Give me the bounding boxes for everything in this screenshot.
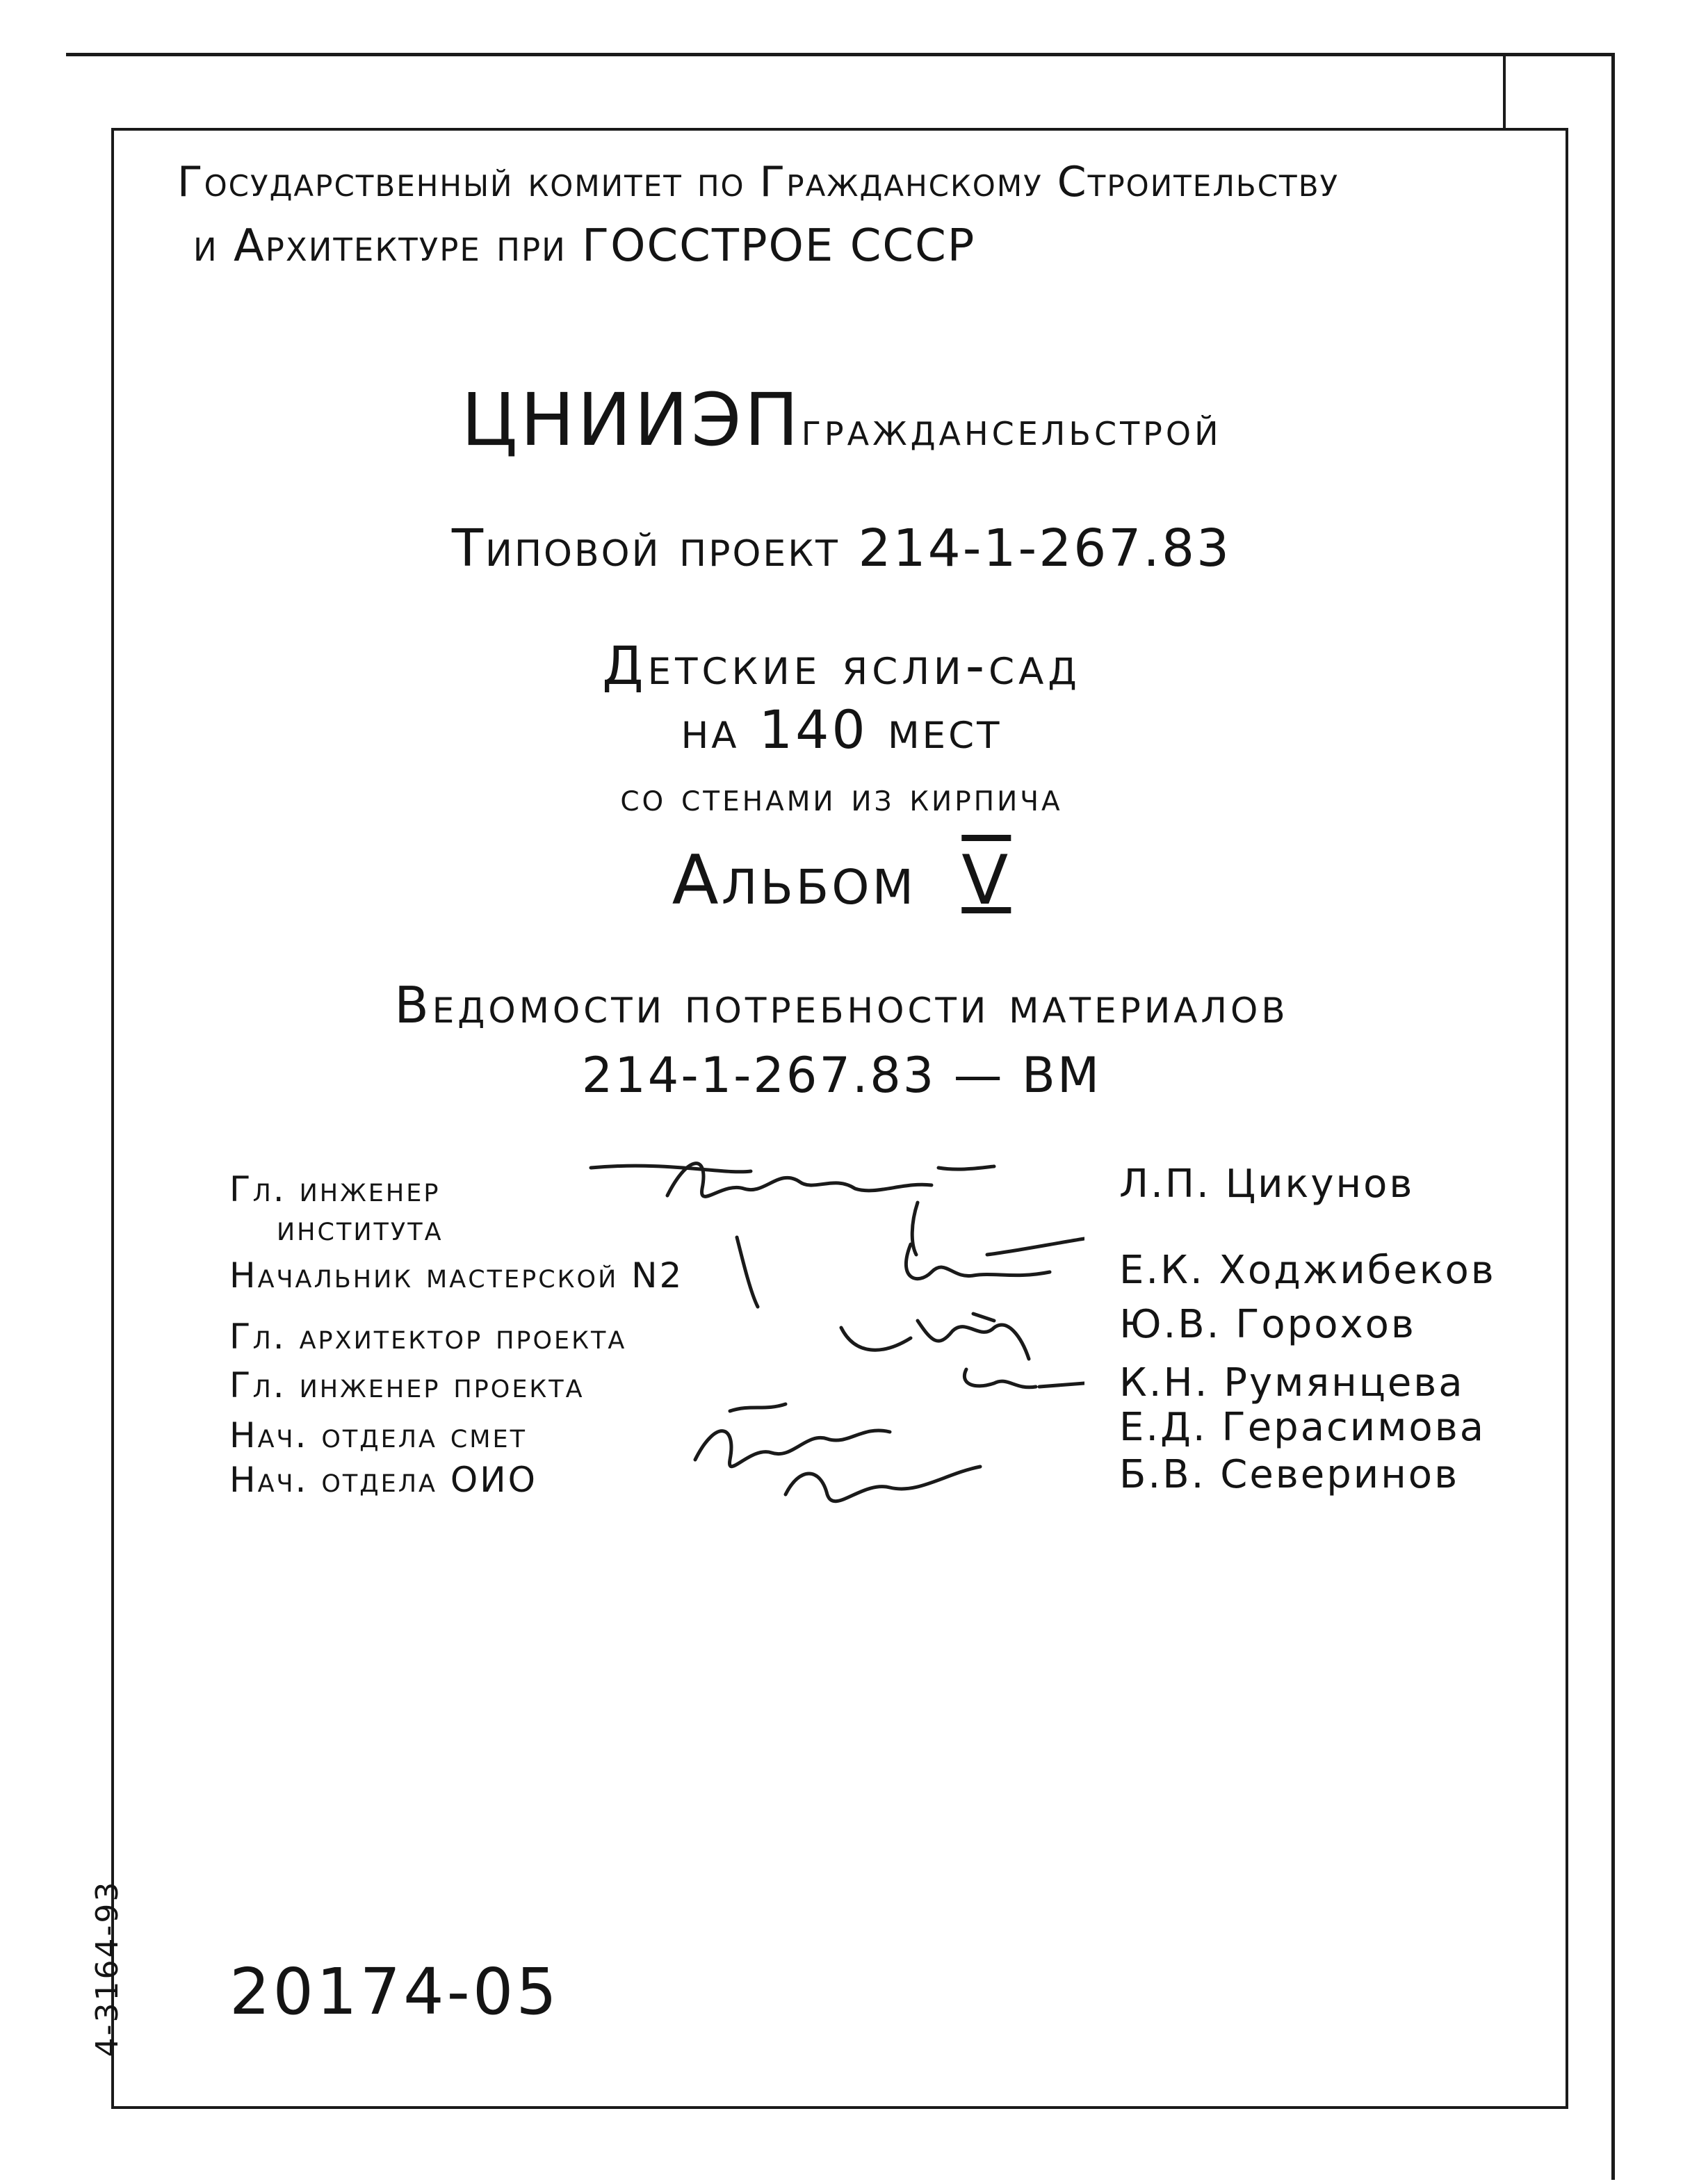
staff-role-3: Гл. архитектор проекта — [229, 1317, 627, 1357]
staff-role-4: Гл. инженер проекта — [229, 1365, 585, 1405]
staff-name-3: Ю.В. Горохов — [1119, 1302, 1416, 1347]
document-title: Ведомости потребности материалов — [394, 976, 1289, 1034]
institute-title — [0, 377, 1683, 462]
staff-role-1-line2: института — [277, 1208, 444, 1248]
staff-role-6: Нач. отдела ОИО — [229, 1460, 537, 1500]
header-line-1: Государственный комитет по Гражданскому Строительству — [177, 158, 1340, 206]
staff-name-2: Е.К. Ходжибеков — [1119, 1248, 1496, 1293]
side-stamp — [66, 1863, 143, 2085]
frame-bottom — [111, 2106, 1568, 2109]
right-rule — [1611, 53, 1615, 2180]
staff-name-1: Л.П. Цикунов — [1119, 1162, 1415, 1207]
frame-top — [111, 128, 1568, 131]
album-number: V — [961, 841, 1011, 920]
institute-name: гражданcельстрой — [801, 402, 1222, 456]
building-walls: со стенами из кирпича — [620, 775, 1063, 820]
staff-role-5: Нач. отдела смет — [229, 1415, 527, 1456]
institute-abbr: ЦНИИЭП — [461, 377, 802, 462]
document-code: 214-1-267.83 — ВМ — [581, 1047, 1102, 1104]
building-title: Детские ясли-сад — [602, 635, 1081, 696]
signature-5-icon — [681, 1397, 1015, 1515]
album-heading — [0, 841, 1683, 920]
staff-name-5: Е.Д. Герасимова — [1119, 1405, 1486, 1450]
staff-name-4: К.Н. Румянцева — [1119, 1360, 1465, 1405]
top-rule — [66, 53, 1613, 56]
album-label: Альбом — [672, 841, 917, 920]
title-block-divider — [1503, 53, 1506, 128]
header-line-2: и Архитектуре при ГОССТРОЕ СССР — [193, 220, 976, 272]
staff-role-2: Начальник мастерской N2 — [229, 1255, 684, 1296]
project-label: Типовой проект 214-1-267.83 — [451, 519, 1232, 578]
staff-name-6: Б.В. Северинов — [1119, 1452, 1460, 1497]
side-stamp-text: 4-3164-93 — [90, 1880, 125, 2057]
staff-role-1: Гл. инженер — [229, 1169, 441, 1209]
building-capacity: на 140 мест — [681, 699, 1002, 760]
inventory-number: 20174-05 — [229, 1955, 560, 2029]
